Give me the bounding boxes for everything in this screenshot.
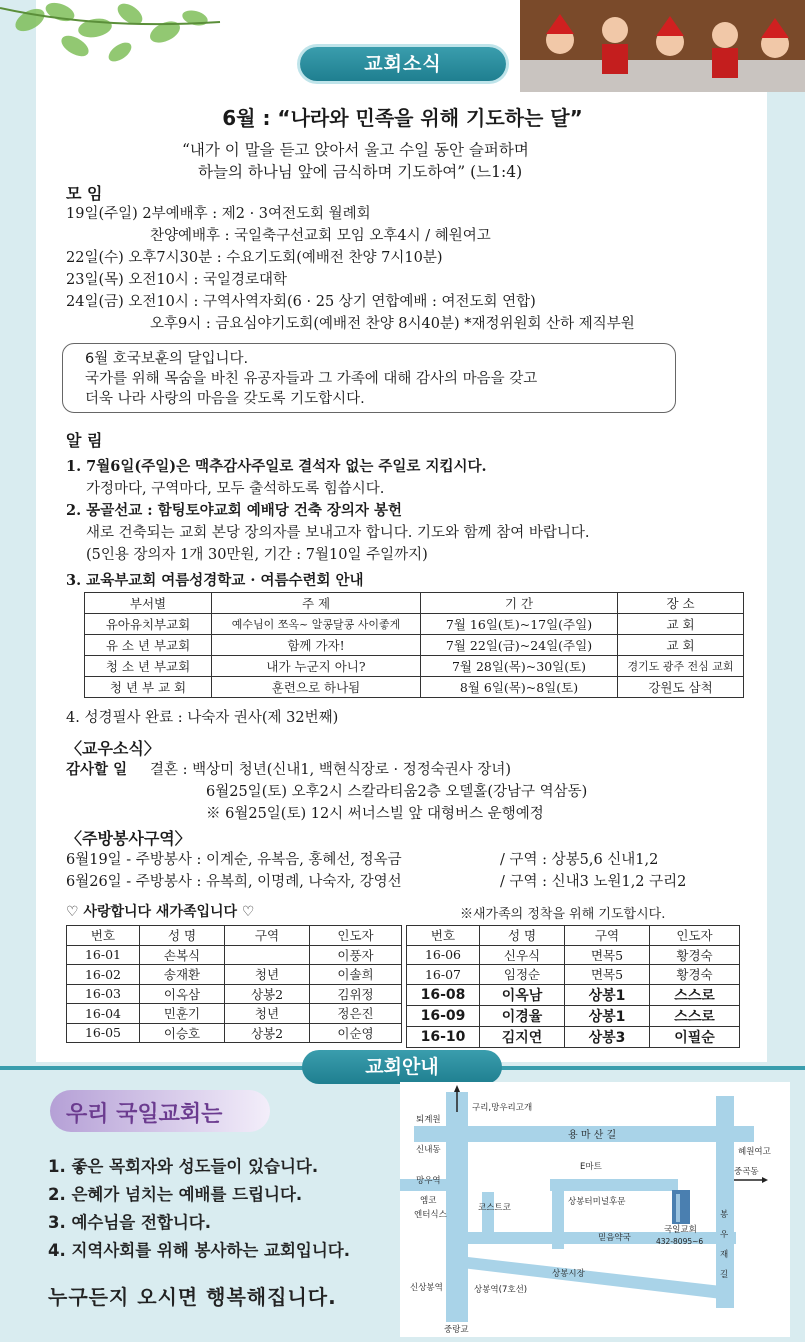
table-header: 장 소: [618, 593, 744, 614]
map-label: 상봉터미널후문: [568, 1197, 626, 1207]
meeting-line: 찬양예배후 : 국일축구선교회 모임 오후4시 / 혜원여고: [150, 228, 491, 244]
table-cell: 임정순: [480, 965, 565, 985]
table-row: [407, 945, 740, 965]
table-cell: 7월 28일(목)~30일(토): [421, 656, 618, 677]
table-cell: 함께 가자!: [212, 635, 421, 656]
guide-item: 3. 예수님을 전합니다.: [48, 1213, 212, 1232]
announcement-3: 3. 교육부교회 여름성경학교 · 여름수련회 안내: [66, 572, 364, 589]
announcements-heading: 알 림: [66, 431, 103, 450]
table-cell: 청년: [225, 1004, 310, 1024]
table-cell: 이필순: [650, 1026, 740, 1047]
table-cell: 이승호: [140, 1023, 225, 1043]
table-cell: 이옥남: [480, 984, 565, 1005]
guide-item: 4. 지역사회를 위해 봉사하는 교회입니다.: [48, 1241, 351, 1260]
verse-line-2: 하늘의 하나님 앞에 금식하며 기도하여” (느1:4): [198, 163, 523, 181]
table-cell: 면목5: [565, 945, 650, 965]
table-cell: 16-03: [67, 984, 140, 1004]
kitchen-area: / 구역 : 신내3 노원1,2 구리2: [500, 874, 687, 890]
newfamily-table-left: [66, 925, 402, 1043]
table-header: 인도자: [310, 926, 402, 946]
table-header: 성 명: [480, 926, 565, 946]
table-cell: 이솔희: [310, 965, 402, 985]
guide-item: 2. 은혜가 넘치는 예배를 드립니다.: [48, 1185, 303, 1204]
map-label: 432-8095~6: [656, 1237, 704, 1246]
announcement-1: 1. 7월6일(주일)은 맥추감사주일로 결석자 없는 주일로 지킵시다.: [66, 458, 487, 475]
table-cell: 16-01: [67, 945, 140, 965]
guide-banner: 교회안내: [302, 1050, 502, 1084]
table-cell: 상봉1: [565, 1005, 650, 1026]
table-row: [85, 635, 744, 656]
map-label: 혜원여고: [738, 1147, 771, 1157]
notice-line: 더욱 나라 사랑의 마음을 갖도록 기도합시다.: [85, 391, 365, 407]
table-cell: 이옥삼: [140, 984, 225, 1004]
table-cell: 황경숙: [650, 965, 740, 985]
table-cell: 면목5: [565, 965, 650, 985]
verse-line-1: “내가 이 말을 듣고 앉아서 울고 수일 동안 슬퍼하며: [182, 141, 529, 159]
map-label: 상봉역(7호선): [474, 1285, 528, 1295]
table-row: [407, 1026, 740, 1047]
notice-line: 국가를 위해 목숨을 바친 유공자들과 그 가족에 대해 감사의 마음을 갖고: [85, 371, 538, 387]
table-row: [407, 965, 740, 985]
wedding-line: 결혼 : 백상미 청년(신내1, 백현식장로 · 정정숙권사 장녀): [150, 762, 512, 778]
wedding-line: 6월25일(토) 오후2시 스칼라티움2층 오델홀(강남구 역삼동): [206, 784, 588, 800]
table-cell: 황경숙: [650, 945, 740, 965]
table-cell: 강원도 삼척: [618, 677, 744, 698]
table-header-row: [67, 926, 402, 946]
table-cell: 상봉3: [565, 1026, 650, 1047]
meeting-line: 19일(주일) 2부예배후 : 제2 · 3여전도회 월례회: [66, 206, 371, 222]
table-header: 인도자: [650, 926, 740, 946]
table-cell: 상봉2: [225, 1023, 310, 1043]
table-cell: 송재환: [140, 965, 225, 985]
kitchen-area: / 구역 : 상봉5,6 신내1,2: [500, 852, 659, 868]
notice-box: [62, 343, 676, 413]
map-label: 구리,망우리고개: [472, 1103, 533, 1113]
table-cell: 교 회: [618, 635, 744, 656]
table-cell: 경기도 광주 전심 교회: [618, 656, 744, 677]
table-header: 번호: [407, 926, 480, 946]
map-label: 우: [720, 1230, 729, 1240]
table-cell: 16-04: [67, 1004, 140, 1024]
map-label: 상봉시장: [552, 1269, 585, 1279]
table-cell: 훈련으로 하나됨: [212, 677, 421, 698]
table-header-row: [85, 593, 744, 614]
table-header: 부서별: [85, 593, 212, 614]
table-header: 구역: [225, 926, 310, 946]
table-cell: 유아유치부교회: [85, 614, 212, 635]
table-header: 기 간: [421, 593, 618, 614]
map-label: 봉: [720, 1210, 729, 1220]
section-banner: 교회소식: [300, 47, 506, 81]
table-row: [67, 1004, 402, 1024]
newfamily-note: ※새가족의 정착을 위해 기도합시다.: [460, 907, 666, 922]
map-label: 중랑교: [444, 1325, 469, 1335]
table-header: 성 명: [140, 926, 225, 946]
newfamily-heading: ♡ 사랑합니다 새가족입니다 ♡: [66, 904, 255, 920]
table-cell: [225, 945, 310, 965]
table-cell: 8월 6일(목)~8일(토): [421, 677, 618, 698]
map-label: 퇴계원: [416, 1115, 441, 1125]
announcement-1-detail: 가정마다, 구역마다, 모두 출석하도록 힘씁시다.: [86, 481, 385, 497]
table-header: 구역: [565, 926, 650, 946]
table-cell: 7월 22일(금)~24일(주일): [421, 635, 618, 656]
table-cell: 유 소 년 부교회: [85, 635, 212, 656]
map-label: 중곡동: [734, 1167, 759, 1177]
table-row: [85, 656, 744, 677]
table-header: 주 제: [212, 593, 421, 614]
table-cell: 김위정: [310, 984, 402, 1004]
meetings-heading: 모 임: [66, 184, 103, 203]
table-row: [85, 614, 744, 635]
announcement-4: 4. 성경필사 완료 : 나숙자 권사(제 32번째): [66, 710, 339, 726]
table-cell: 청 소 년 부교회: [85, 656, 212, 677]
meeting-line: 24일(금) 오전10시 : 구역사역자회(6 · 25 상기 연합예배 : 여전도회 연합): [66, 294, 536, 310]
table-row: [67, 945, 402, 965]
map-label: 엔터식스: [414, 1210, 447, 1220]
guide-item: 1. 좋은 목회자와 성도들이 있습니다.: [48, 1157, 319, 1176]
thanks-label: 감사할 일: [66, 761, 128, 778]
church-map: [400, 1082, 790, 1337]
table-cell: 민훈기: [140, 1004, 225, 1024]
table-cell: 이순영: [310, 1023, 402, 1043]
map-label: 망우역: [416, 1176, 441, 1186]
table-cell: 청년: [225, 965, 310, 985]
table-cell: 7월 16일(토)~17일(주일): [421, 614, 618, 635]
table-cell: 16-09: [407, 1005, 480, 1026]
table-cell: 16-02: [67, 965, 140, 985]
announcement-2-detail: 새로 건축되는 교회 본당 장의자를 보내고자 합니다. 기도와 함께 참여 바랍니다.: [86, 525, 590, 541]
table-cell: 16-07: [407, 965, 480, 985]
newfamily-table-right: [406, 925, 740, 1048]
kitchen-line: 6월19일 - 주방봉사 : 이계순, 유복음, 홍혜선, 정옥금: [66, 852, 402, 868]
table-cell: 16-10: [407, 1026, 480, 1047]
map-label: 믿음약국: [598, 1233, 631, 1243]
leaves-decoration: [0, 0, 230, 95]
table-cell: 스스로: [650, 984, 740, 1005]
table-row: [67, 1023, 402, 1043]
table-row: [407, 1005, 740, 1026]
table-cell: 16-05: [67, 1023, 140, 1043]
map-label: 국일교회: [664, 1225, 697, 1235]
map-label: 용 마 산 길: [568, 1130, 617, 1141]
map-label: E마트: [580, 1162, 602, 1172]
members-heading: 〈교우소식〉: [66, 739, 160, 758]
page-title: 6월 : “나라와 민족을 위해 기도하는 달”: [222, 106, 583, 130]
table-cell: 교 회: [618, 614, 744, 635]
table-row: [67, 984, 402, 1004]
table-cell: 상봉2: [225, 984, 310, 1004]
table-cell: 김지연: [480, 1026, 565, 1047]
map-label: 엠코: [420, 1196, 437, 1206]
map-label: 길: [720, 1270, 729, 1280]
announcement-2: 2. 몽골선교 : 함팅토야교회 예배당 건축 장의자 봉헌: [66, 502, 402, 519]
table-cell: 상봉1: [565, 984, 650, 1005]
table-row: [407, 984, 740, 1005]
choir-photo: [520, 0, 805, 92]
announcement-2-detail: (5인용 장의자 1개 30만원, 기간 : 7월10일 주일까지): [86, 547, 428, 563]
table-cell: 16-06: [407, 945, 480, 965]
meeting-line: 오후9시 : 금요심야기도회(예배전 찬양 8시40분) *재정위원회 산하 제직부원: [150, 316, 635, 332]
table-header: 번호: [67, 926, 140, 946]
map-label: 신내동: [416, 1145, 441, 1155]
map-label: 신상봉역: [410, 1283, 443, 1293]
table-row: [67, 965, 402, 985]
wedding-line: ※ 6월25일(토) 12시 써너스빌 앞 대형버스 운행예정: [206, 806, 544, 822]
table-cell: 청 년 부 교 회: [85, 677, 212, 698]
table-cell: 예수님이 쪼옥~ 알콩달콩 사이좋게: [212, 614, 421, 635]
table-cell: 이풍자: [310, 945, 402, 965]
guide-closing: 누구든지 오시면 행복해집니다.: [48, 1285, 337, 1309]
guide-title: 우리 국일교회는: [66, 1102, 223, 1127]
meeting-line: 23일(목) 오전10시 : 국일경로대학: [66, 272, 288, 288]
table-cell: 내가 누군지 아니?: [212, 656, 421, 677]
map-label: 재: [720, 1250, 729, 1260]
table-cell: 16-08: [407, 984, 480, 1005]
table-cell: 이경율: [480, 1005, 565, 1026]
notice-line: 6월 호국보훈의 달입니다.: [85, 351, 249, 367]
kitchen-line: 6월26일 - 주방봉사 : 유복희, 이명례, 나숙자, 강영선: [66, 874, 402, 890]
map-label: 코스트코: [478, 1203, 511, 1213]
schedule-table: [84, 592, 744, 698]
kitchen-heading: 〈주방봉사구역〉: [66, 829, 191, 848]
table-cell: 정은진: [310, 1004, 402, 1024]
table-header-row: [407, 926, 740, 946]
meeting-line: 22일(수) 오후7시30분 : 수요기도회(예배전 찬양 7시10분): [66, 250, 443, 266]
table-cell: 스스로: [650, 1005, 740, 1026]
table-cell: 손복식: [140, 945, 225, 965]
table-row: [85, 677, 744, 698]
table-cell: 신우식: [480, 945, 565, 965]
